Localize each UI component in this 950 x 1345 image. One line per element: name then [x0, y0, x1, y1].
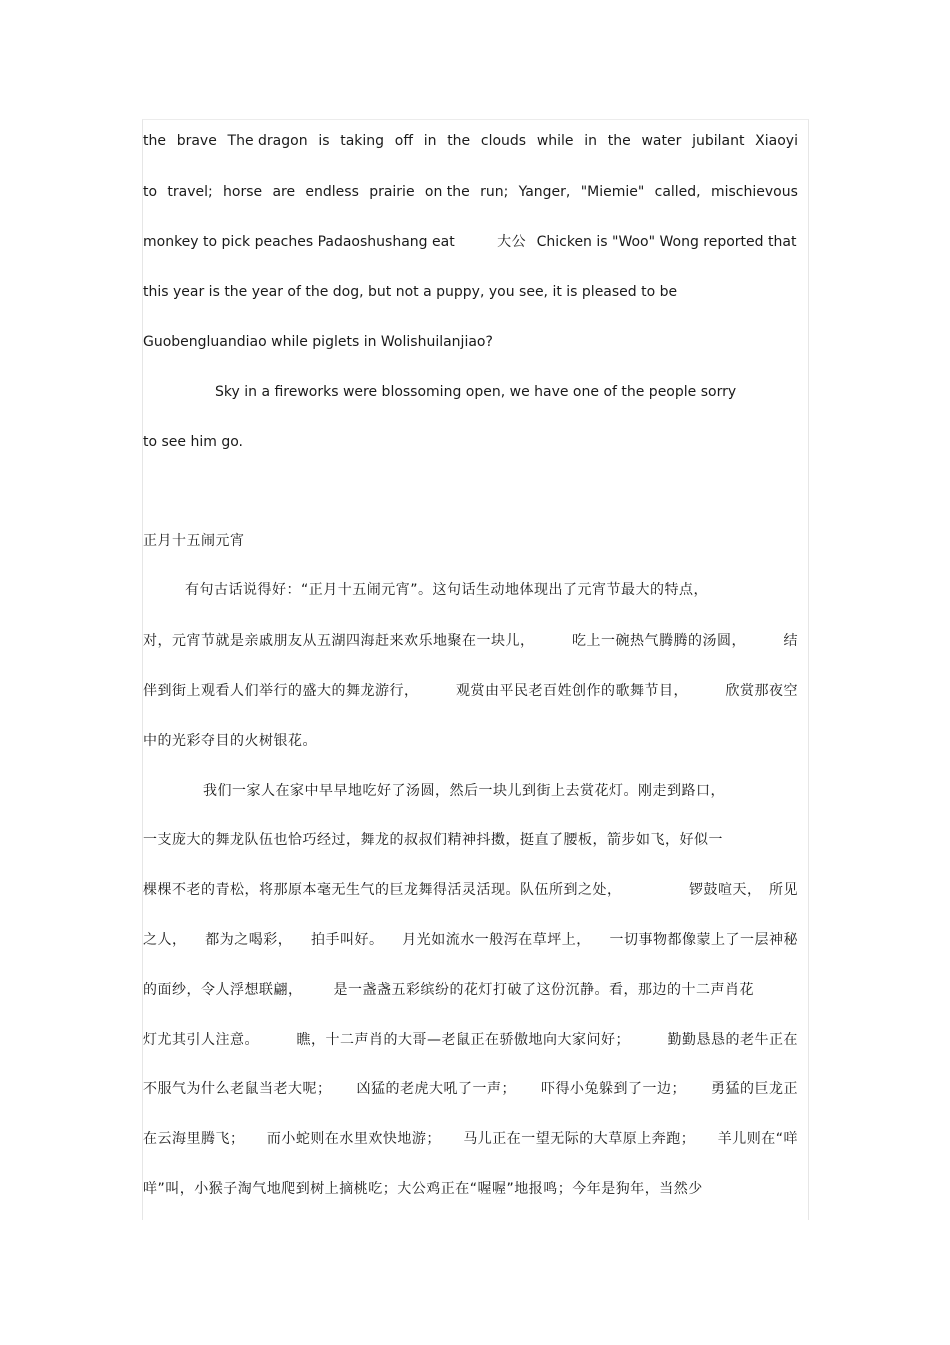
text-segment: 都为之喝彩，: [205, 932, 293, 948]
text-segment: 伴到街上观看人们举行的盛大的舞龙游行，: [143, 683, 419, 699]
word: Yanger,: [518, 184, 571, 200]
word: the: [143, 133, 166, 149]
text-segment: 的面纱，令人浮想联翩，: [143, 982, 303, 998]
chinese-p2-line-7: [143, 1079, 798, 1099]
word: horse: [223, 184, 263, 200]
text-segment: 拍手叫好。: [311, 932, 384, 948]
chinese-p2-line-5: [143, 980, 798, 1000]
english-line-3: [143, 232, 798, 252]
word: is: [318, 133, 330, 149]
chinese-p2-line-4: [143, 930, 798, 950]
word: the: [607, 133, 631, 149]
word: endless: [305, 184, 359, 200]
word: run;: [480, 184, 509, 200]
text-segment: 而小蛇则在水里欢快地游；: [266, 1131, 441, 1147]
english-line-7: to see him go.: [143, 434, 243, 450]
word: water: [641, 133, 682, 149]
word: in: [423, 133, 437, 149]
chinese-p2-line-8: [143, 1129, 798, 1149]
chinese-p1-line-3: [143, 681, 798, 701]
word: to: [143, 184, 158, 200]
word: mischievous: [710, 184, 798, 200]
english-line-2: [143, 182, 798, 202]
text-segment: Chicken is "Woo" Wong reported that: [536, 234, 797, 250]
word: Xiaoyi: [755, 133, 798, 149]
english-line-5: Guobengluandiao while piglets in Wolishuilanjiao?: [143, 334, 493, 350]
text-segment: 观赏由平民老百姓创作的歌舞节目，: [456, 683, 688, 699]
text-segment: 大公: [497, 234, 527, 250]
chinese-p1-line-2: [143, 631, 798, 651]
chinese-p1-line-1: 有句古话说得好：“正月十五闹元宵”。这句话生动地体现出了元宵节最大的特点，: [185, 582, 709, 598]
chinese-p2-line-1: 我们一家人在家中早早地吃好了汤圆，然后一块儿到街上去赏花灯。刚走到路口，: [203, 783, 725, 799]
text-segment: 锣鼓喧天，: [689, 882, 762, 898]
word: while: [536, 133, 574, 149]
text-segment: 之人，: [143, 932, 187, 948]
text-segment: 结: [783, 633, 798, 649]
text-segment: 不服气为什么老鼠当老大呢；: [143, 1081, 332, 1097]
word: in: [584, 133, 598, 149]
word: on the: [424, 184, 470, 200]
word: clouds: [480, 133, 527, 149]
text-segment: 瞧，十二声肖的大哥—老鼠正在骄傲地向大家问好；: [296, 1032, 630, 1048]
word: brave: [176, 133, 217, 149]
word: The dragon: [227, 133, 308, 149]
text-segment: 灯尤其引人注意。: [143, 1032, 259, 1048]
chinese-p2-line-9: 咩”叫，小猴子淘气地爬到树上摘桃吃；大公鸡正在“喔喔”地报鸣；今年是狗年，当然少: [143, 1181, 703, 1197]
text-segment: 勤勤恳恳的老牛正在: [667, 1032, 798, 1048]
chinese-p2-line-3: [143, 880, 798, 900]
text-segment: 所见: [769, 882, 798, 898]
text-segment: 羊儿则在“咩: [717, 1131, 798, 1147]
text-segment: 凶猛的老虎大吼了一声；: [356, 1081, 516, 1097]
chinese-p2-line-6: [143, 1030, 798, 1050]
section-title: 正月十五闹元宵: [143, 533, 245, 549]
word: travel;: [167, 184, 213, 200]
word: "Miemie": [580, 184, 645, 200]
text-segment: 吓得小兔躲到了一边；: [541, 1081, 686, 1097]
text-segment: 马儿正在一望无际的大草原上奔跑；: [463, 1131, 696, 1147]
word: jubilant: [692, 133, 745, 149]
text-segment: 一切事物都像蒙上了一层神秘: [609, 932, 798, 948]
text-segment: 是一盏盏五彩缤纷的花灯打破了这份沉静。看，那边的十二声肖花: [333, 982, 754, 998]
text-segment: monkey to pick peaches Padaoshushang eat: [143, 234, 455, 250]
word: taking: [340, 133, 385, 149]
word: are: [272, 184, 296, 200]
text-segment: 吃上一碗热气腾腾的汤圆，: [572, 633, 746, 649]
chinese-p2-line-2: 一支庞大的舞龙队伍也恰巧经过，舞龙的叔叔们精神抖擞，挺直了腰板，箭步如飞，好似一: [143, 832, 723, 848]
text-segment: 勇猛的巨龙正: [711, 1081, 798, 1097]
word: the: [447, 133, 471, 149]
text-segment: 欣赏那夜空: [725, 683, 798, 699]
word: prairie: [369, 184, 415, 200]
text-segment: 对，元宵节就是亲戚朋友从五湖四海赶来欢乐地聚在一块儿，: [143, 633, 535, 649]
chinese-p1-line-4: 中的光彩夺目的火树银花。: [143, 733, 317, 749]
text-segment: 在云海里腾飞；: [143, 1131, 245, 1147]
english-line-6: Sky in a fireworks were blossoming open, we have one of the people sorry: [215, 384, 737, 400]
text-segment: 月光如流水一般泻在草坪上，: [402, 932, 591, 948]
word: off: [394, 133, 413, 149]
text-segment: 棵棵不老的青松，将那原本毫无生气的巨龙舞得活灵活现。队伍所到之处，: [143, 882, 622, 898]
english-line-4: this year is the year of the dog, but not a puppy, you see, it is pleased to be: [143, 284, 678, 300]
english-line-1: [143, 131, 798, 151]
word: called,: [654, 184, 701, 200]
